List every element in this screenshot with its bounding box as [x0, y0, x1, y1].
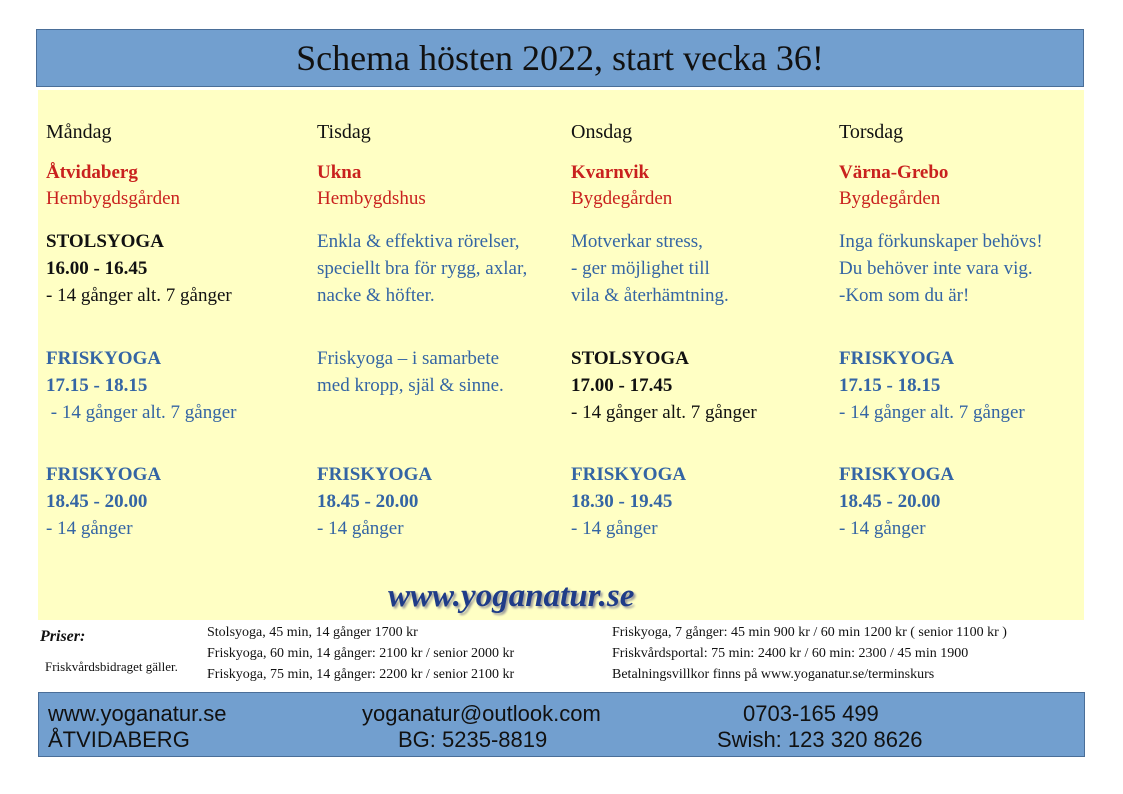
description-line: Du behöver inte vara vig.: [839, 258, 1033, 279]
price-list-right: [612, 622, 1007, 685]
class-time: 17.00 - 17.45: [571, 375, 673, 396]
class-block: [571, 461, 686, 542]
class-time: 17.15 - 18.15: [46, 375, 148, 396]
day-label: Måndag: [46, 121, 112, 143]
class-block: [46, 228, 232, 309]
class-sessions: - 14 gånger: [571, 518, 658, 539]
town-name: Kvarnvik: [571, 162, 650, 183]
class-sessions: - 14 gånger alt. 7 gånger: [571, 402, 757, 423]
class-sessions: - 14 gånger: [317, 518, 404, 539]
footer-email-link[interactable]: yoganatur@outlook.com: [362, 701, 601, 726]
price-line: Friskyoga, 7 gånger: 45 min 900 kr / 60 min 1200 kr ( senior 1100 kr ): [612, 625, 1007, 640]
subsidy-note: Friskvårdsbidraget gäller.: [45, 659, 178, 674]
class-name: FRISKYOGA: [839, 348, 955, 369]
price-line: Betalningsvillkor finns på www.yoganatur.se/terminskurs: [612, 667, 935, 682]
class-block: [46, 461, 161, 542]
day-label: Torsdag: [839, 121, 904, 143]
price-line: Friskyoga, 75 min, 14 gånger: 2200 kr / senior 2100 kr: [207, 667, 515, 682]
class-name: FRISKYOGA: [571, 464, 687, 485]
class-time: 16.00 - 16.45: [46, 258, 148, 279]
price-line: Friskvårdsportal: 75 min: 2400 kr / 60 min: 2300 / 45 min 1900: [612, 646, 969, 661]
schedule-grid: [38, 90, 1084, 620]
venue-name: Bygdegården: [571, 188, 673, 209]
description-line: Inga förkunskaper behövs!: [839, 231, 1043, 252]
venue-name: Hembygdshus: [317, 188, 426, 209]
footer-phone[interactable]: 0703-165 499: [743, 701, 879, 726]
class-name: STOLSYOGA: [46, 231, 164, 252]
class-block: [839, 345, 1025, 426]
class-sessions: - 14 gånger alt. 7 gånger: [46, 402, 237, 423]
footer-swish: Swish: 123 320 8626: [717, 727, 923, 752]
day-label: Tisdag: [317, 121, 371, 143]
class-block: [46, 345, 236, 426]
description-block: [317, 228, 527, 309]
page-title: Schema hösten 2022, start vecka 36!: [296, 38, 824, 78]
day-label: Onsdag: [571, 121, 633, 143]
class-block: [839, 461, 954, 542]
description-line: nacke & höfter.: [317, 285, 435, 306]
description-line: Enkla & effektiva rörelser,: [317, 231, 520, 252]
class-name: FRISKYOGA: [839, 464, 955, 485]
class-sessions: - 14 gånger: [839, 518, 926, 539]
description-block: [317, 345, 504, 399]
class-name: STOLSYOGA: [571, 348, 689, 369]
class-time: 18.30 - 19.45: [571, 491, 673, 512]
description-line: -Kom som du är!: [839, 285, 970, 306]
description-line: Motverkar stress,: [571, 231, 703, 252]
footer-bankgiro: BG: 5235-8819: [398, 727, 548, 752]
price-line: Stolsyoga, 45 min, 14 gånger 1700 kr: [207, 625, 418, 640]
price-list-left: [207, 622, 514, 685]
footer-website-link[interactable]: www.yoganatur.se: [48, 701, 227, 726]
description-line: vila & återhämtning.: [571, 285, 729, 306]
footer-city: ÅTVIDABERG: [48, 727, 190, 752]
location: [317, 160, 426, 212]
class-sessions: - 14 gånger alt. 7 gånger: [839, 402, 1025, 423]
class-time: 18.45 - 20.00: [317, 491, 419, 512]
class-time: 18.45 - 20.00: [839, 491, 941, 512]
class-name: FRISKYOGA: [46, 464, 162, 485]
prices-label: Priser:: [40, 628, 86, 645]
description-line: speciellt bra för rygg, axlar,: [317, 258, 528, 279]
title-banner: [36, 29, 1084, 87]
description-block: [839, 228, 1043, 309]
venue-name: Hembygdsgården: [46, 188, 181, 209]
class-sessions: - 14 gånger alt. 7 gånger: [46, 285, 232, 306]
location: [571, 160, 672, 212]
price-line: Friskyoga, 60 min, 14 gånger: 2100 kr / senior 2000 kr: [207, 646, 515, 661]
description-line: Friskyoga – i samarbete: [317, 348, 500, 369]
description-line: - ger möjlighet till: [571, 258, 710, 279]
location: [839, 160, 948, 212]
town-name: Värna-Grebo: [839, 162, 949, 183]
class-block: [317, 461, 432, 542]
venue-name: Bygdegården: [839, 188, 941, 209]
description-block: [571, 228, 729, 309]
town-name: Ukna: [317, 162, 362, 183]
location: [46, 160, 180, 212]
class-name: FRISKYOGA: [317, 464, 433, 485]
class-time: 18.45 - 20.00: [46, 491, 148, 512]
class-name: FRISKYOGA: [46, 348, 162, 369]
class-sessions: - 14 gånger: [46, 518, 133, 539]
website-banner-link[interactable]: www.yoganatur.se: [388, 578, 635, 614]
contact-footer: [38, 692, 1085, 757]
class-block: [571, 345, 757, 426]
class-time: 17.15 - 18.15: [839, 375, 941, 396]
town-name: Åtvidaberg: [46, 162, 138, 183]
description-line: med kropp, själ & sinne.: [317, 375, 504, 396]
